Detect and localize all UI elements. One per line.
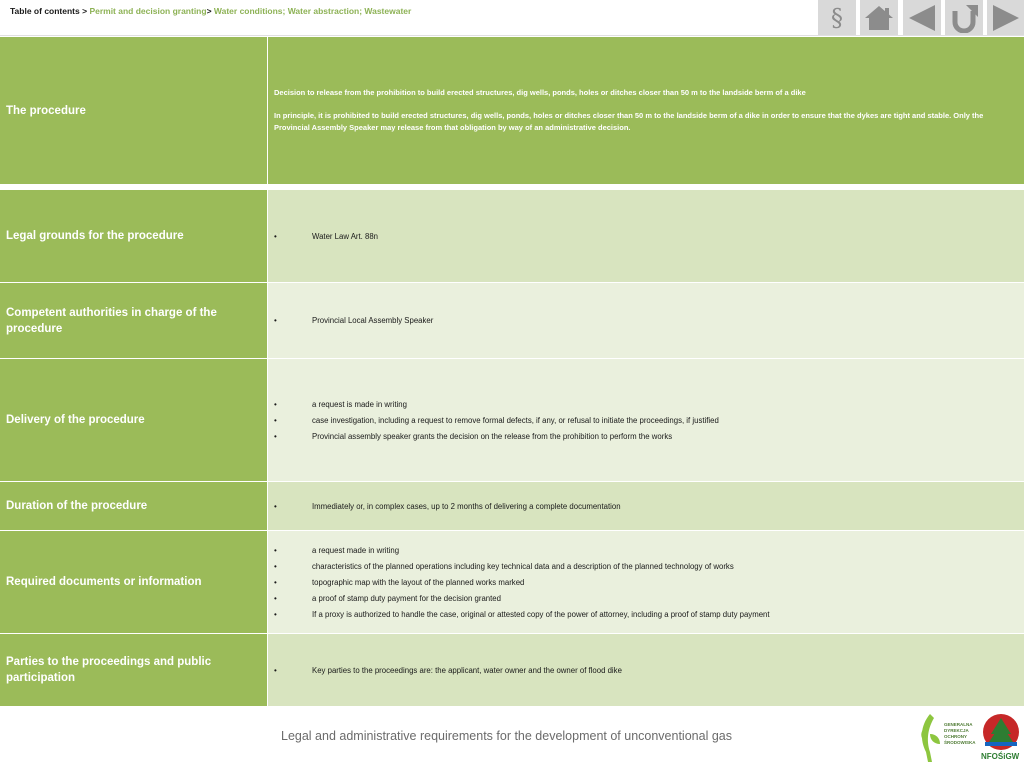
bullet: • bbox=[274, 665, 277, 675]
bullet: • bbox=[274, 609, 277, 619]
procedure-title: Decision to release from the prohibition to build erected structures, dig wells, ponds, holes or ditches closer than 50 m to the landside berm of a dike bbox=[274, 88, 806, 97]
row-content bbox=[268, 531, 1024, 633]
row-content bbox=[268, 634, 1024, 706]
breadcrumb-root[interactable]: Table of contents bbox=[10, 6, 80, 16]
legal-basis-button[interactable] bbox=[818, 0, 856, 36]
row-authorities bbox=[0, 282, 1024, 358]
breadcrumb-separator: > bbox=[79, 6, 90, 16]
row-label: Competent authorities in charge of the procedure bbox=[0, 283, 268, 358]
row-label: The procedure bbox=[0, 37, 268, 184]
list-item: • Immediately or, in complex cases, up to 2 months of delivering a complete documentation bbox=[268, 498, 1014, 514]
list-item: • case investigation, including a request to remove formal defects, if any, or refusal to initiate the proceedings, if justified bbox=[268, 412, 1014, 428]
gdos-logo-text: GENERALNA DYREKCJA OCHRONY ŚRODOWISKA bbox=[944, 722, 976, 745]
row-label: Required documents or information bbox=[0, 531, 268, 633]
list-item: • characteristics of the planned operations including key technical data and a description of the planned technology of works bbox=[268, 558, 1014, 574]
row-label: Legal grounds for the procedure bbox=[0, 190, 268, 282]
top-bar bbox=[0, 0, 1024, 36]
return-icon bbox=[949, 3, 979, 33]
list-item: • Key parties to the proceedings are: the applicant, water owner and the owner of flood dike bbox=[268, 662, 1014, 678]
list-item: • topographic map with the layout of the planned works marked bbox=[268, 574, 1014, 590]
row-documents bbox=[0, 530, 1024, 633]
procedure-description: In principle, it is prohibited to build erected structures, dig wells, ponds, holes or ditches closer than 50 m to the landside berm of a dike in order to ensure that the dykes are tight and stable. Only the Provincial Assembly Speaker may release from that obligation by way of an administrative decision. bbox=[274, 111, 984, 132]
list-item: • Provincial assembly speaker grants the decision on the release from the prohibition to perform the works bbox=[268, 428, 1014, 444]
divider bbox=[0, 35, 1024, 36]
nfos-logo-text: NFOŚiGW bbox=[981, 752, 1020, 761]
row-delivery bbox=[0, 358, 1024, 481]
bullet: • bbox=[274, 316, 277, 325]
row-label: Duration of the procedure bbox=[0, 482, 268, 530]
list-item: • a request is made in writing bbox=[268, 396, 1014, 412]
bullet: • bbox=[274, 399, 277, 409]
breadcrumb bbox=[10, 6, 411, 16]
row-content bbox=[268, 37, 1024, 184]
home-button[interactable] bbox=[860, 0, 898, 36]
previous-button[interactable] bbox=[903, 0, 941, 36]
bullet: • bbox=[274, 577, 277, 587]
breadcrumb-level1[interactable]: Permit and decision granting bbox=[89, 6, 207, 16]
bullet: • bbox=[274, 431, 277, 441]
bullet: • bbox=[274, 561, 277, 571]
breadcrumb-separator: > bbox=[206, 6, 214, 16]
next-button[interactable] bbox=[987, 0, 1024, 36]
row-content bbox=[268, 190, 1024, 282]
row-content bbox=[268, 359, 1024, 481]
row-content bbox=[268, 283, 1024, 358]
return-button[interactable] bbox=[945, 0, 983, 36]
bullet: • bbox=[274, 545, 277, 555]
row-parties bbox=[0, 633, 1024, 706]
row-content bbox=[268, 482, 1024, 530]
home-icon bbox=[864, 4, 894, 32]
arrow-left-icon bbox=[907, 4, 937, 32]
bullet: • bbox=[274, 231, 277, 241]
row-legal-grounds bbox=[0, 190, 1024, 282]
bullet: • bbox=[274, 593, 277, 603]
breadcrumb-level2[interactable]: Water conditions; Water abstraction; Wastewater bbox=[213, 6, 412, 16]
arrow-right-icon bbox=[991, 4, 1021, 32]
footer-caption: Legal and administrative requirements for the development of unconventional gas bbox=[281, 729, 732, 743]
paragraph-icon: § bbox=[831, 4, 843, 32]
bullet: • bbox=[274, 501, 277, 511]
bullet: • bbox=[274, 415, 277, 425]
list-item: • If a proxy is authorized to handle the case, original or attested copy of the power of attorney, including a proof of stamp duty payment bbox=[268, 606, 1014, 622]
list-item: • a proof of stamp duty payment for the decision granted bbox=[268, 590, 1014, 606]
list-item: • Provincial Local Assembly Speaker bbox=[268, 313, 1014, 329]
row-label: Delivery of the procedure bbox=[0, 359, 268, 481]
row-duration bbox=[0, 481, 1024, 530]
row-label: Parties to the proceedings and public participation bbox=[0, 634, 268, 706]
list-item: • Water Law Art. 88n bbox=[268, 228, 1014, 244]
list-item: • a request made in writing bbox=[268, 542, 1014, 558]
row-procedure bbox=[0, 37, 1024, 187]
